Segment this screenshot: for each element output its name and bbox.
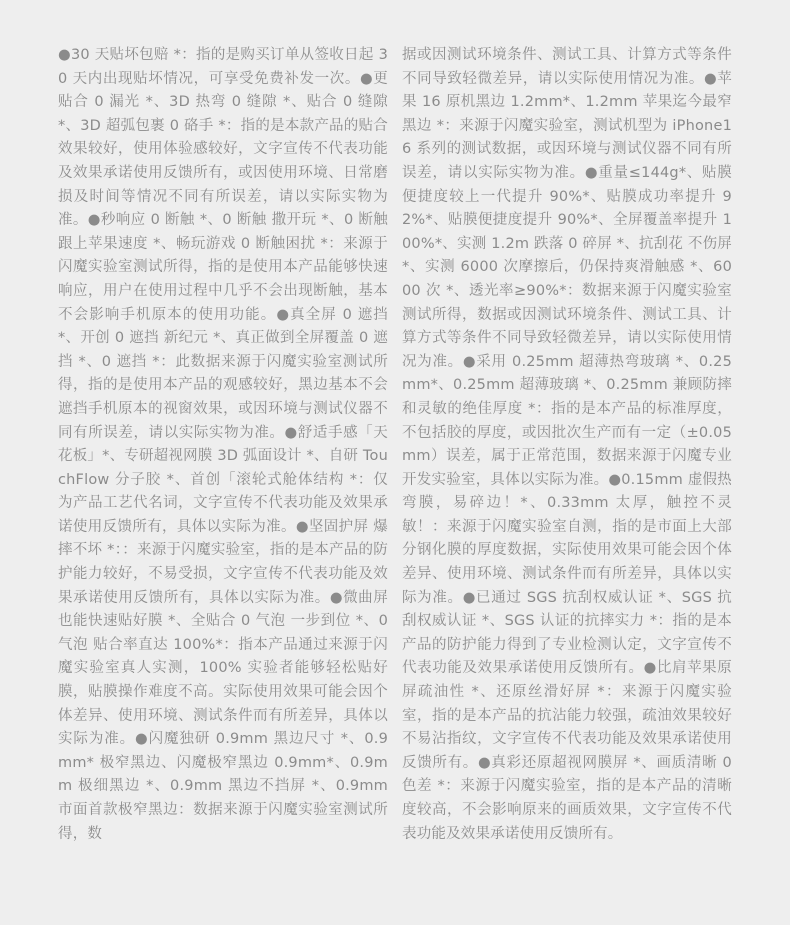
disclaimer-text-right: 据或因测试环境条件、测试工具、计算方式等条件不同导致轻微差异，请以实际使用情况为准。●苹果 16 原机黑边 1.2mm*、1.2mm 苹果迄今最窄黑边 *：来源于闪魔实验室，测试机型为 iPhone16 系列的测试数据，或因环境与测试仪器不同有所误差，请以实际实物为准。●重量≤144g*、贴膜便捷度较上一代提升 90%*、贴膜成功率提升 92%*、贴膜便捷度提升 90%*、全屏覆盖率提升 100%*、实测 1.2m 跌落 0 碎屏 *、抗刮花 不伤屏 *、实测 6000 次摩擦后，仍保持爽滑触感 *、6000 次 *、透光率≥90%*：数据来源于闪魔实验室测试所得，数据或因测试环境条件、测试工具、计算方式等条件不同导致轻微差异，请以实际使用情况为准。●采用 0.25mm 超薄热弯玻璃 *、0.25mm*、0.25mm 超薄玻璃 *、0.25mm 兼顾防摔和灵敏的绝佳厚度 *：指的是本产品的标准厚度，不包括胶的厚度，或因批次生产而有一定（±0.05mm）误差，属于正常范围，数据来源于闪魔专业开发实验室，具体以实际为准。●0.15mm 虚假热弯膜，易碎边！*、0.33mm 太厚，触控不灵敏！：来源于闪魔实验室自测，指的是市面上大部分钢化膜的厚度数据，实际使用效果可能会因个体差异、使用环境、测试条件而有所差异，具体以实际为准。●已通过 SGS 抗刮权威认证 *、SGS 抗刮权威认证 *、SGS 认证的抗摔实力 *：指的是本产品的防护能力得到了专业检测认定，文字宣传不代表功能及效果承诺使用反馈所有。●比肩苹果原屏疏油性 *、还原丝滑好屏 *：来源于闪魔实验室，指的是本产品的抗沾能力较强，疏油效果较好不易沾指纹，文字宣传不代表功能及效果承诺使用反馈所有。●真彩还原超视网膜屏 *、画质清晰 0 色差 *：来源于闪魔实验室，指的是本产品的清晰度较高，不会影响原来的画质效果，文字宣传不代表功能及效果承诺使用反馈所有。 (402, 47, 732, 842)
disclaimer-right-column (402, 44, 732, 925)
disclaimer-left-column (58, 44, 388, 925)
disclaimer-text-left: ●30 天贴坏包赔 *：指的是购买订单从签收日起 30 天内出现贴坏情况，可享受免费补发一次。●更贴合 0 漏光 *、3D 热弯 0 缝隙 *、贴合 0 缝隙 *、3D 超弧包裹 0 硌手 *：指的是本款产品的贴合效果较好，使用体验感较好，文字宣传不代表功能及效果承诺使用反馈所有，或因使用环境、日常磨损及时间等情况不同有所误差，请以实际实物为准。●秒响应 0 断触 *、0 断触 撒开玩 *、0 断触 跟上苹果速度 *、畅玩游戏 0 断触困扰 *：来源于闪魔实验室测试所得，指的是使用本产品能够快速响应，用户在使用过程中几乎不会出现断触，基本不会影响手机原本的使用功能。●真全屏 0 遮挡 *、开创 0 遮挡 新纪元 *、真正做到全屏覆盖 0 遮挡 *、0 遮挡 *：此数据来源于闪魔实验室测试所得，指的是使用本产品的观感较好，黑边基本不会遮挡手机原本的视窗效果，或因环境与测试仪器不同有所误差，请以实际实物为准。●舒适手感「天花板」*、专研超视网膜 3D 弧面设计 *、自研 TouchFlow 分子胶 *、首创「滚轮式舱体结构 *：仅为产品工艺代名词，文字宣传不代表功能及效果承诺使用反馈所有，具体以实际为准。●坚固护屏 爆摔不坏 *：：来源于闪魔实验室，指的是本产品的防护能力较好，不易受损，文字宣传不代表功能及效果承诺使用反馈所有，具体以实际为准。●微曲屏也能快速贴好膜 *、全贴合 0 气泡 一步到位 *、0 气泡 贴合率直达 100%*：指本产品通过来源于闪魔实验室真人实测，100% 实验者能够轻松贴好膜，贴膜操作难度不高。实际使用效果可能会因个体差异、使用环境、测试条件而有所差异，具体以实际为准。●闪魔独研 0.9mm 黑边尺寸 *、0.9mm* 极窄黑边、闪魔极窄黑边 0.9mm*、0.9mm 极细黑边 *、0.9mm 黑边不挡屏 *、0.9mm 市面首款极窄黑边：数据来源于闪魔实验室测试所得，数 (58, 47, 388, 842)
